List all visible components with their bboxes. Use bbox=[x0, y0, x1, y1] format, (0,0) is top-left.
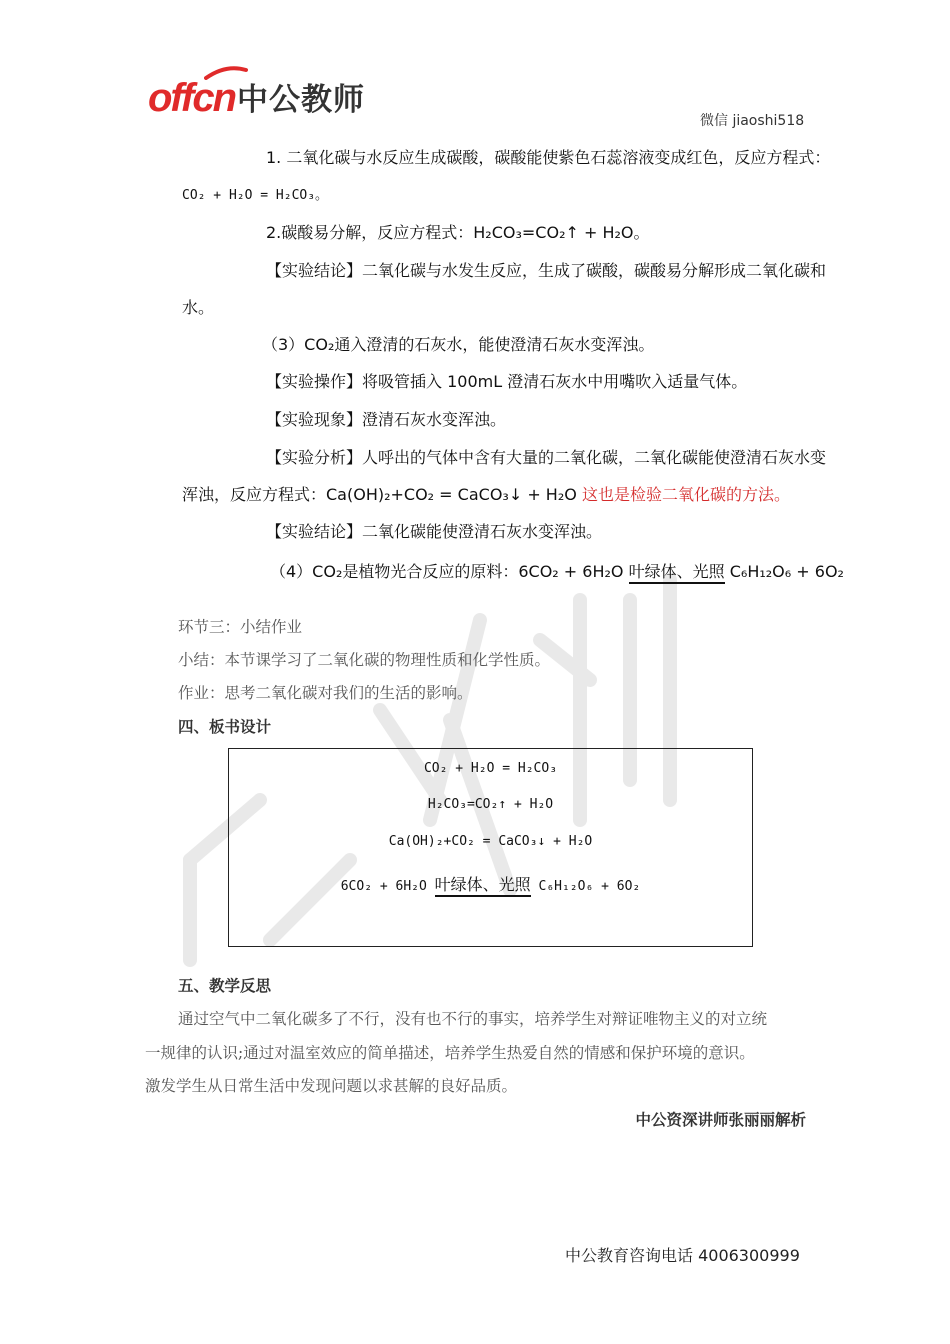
board-equation-3: Ca(OH)₂+CO₂ = CaCO₃↓ + H₂O bbox=[388, 834, 593, 849]
board-equation-1: CO₂ + H₂O = H₂CO₃ bbox=[423, 761, 558, 776]
scan-line-5: 水。 bbox=[182, 298, 215, 317]
board-equation-4 bbox=[229, 872, 752, 895]
scan-line-4: 【实验结论】二氧化碳与水发生反应，生成了碳酸，碳酸易分解形成二氧化碳和 bbox=[266, 261, 827, 280]
board-eq4-condition: 叶绿体、光照 bbox=[435, 875, 531, 897]
section3-summary: 小结：本节课学习了二氧化碳的物理性质和化学性质。 bbox=[178, 651, 551, 669]
logo-cn-text: 中公教师 bbox=[237, 82, 366, 118]
scan-line-6: （3）CO₂通入澄清的石灰水，能使澄清石灰水变浑浊。 bbox=[262, 335, 655, 354]
board-equation-2: H₂CO₃=CO₂↑ + H₂O bbox=[427, 797, 554, 812]
blackboard-design-box bbox=[228, 748, 753, 947]
logo-en-text: offcn bbox=[148, 76, 236, 120]
highlight-text: 这也是检验二氧化碳的方法。 bbox=[581, 485, 790, 504]
scan-line-11: 【实验结论】二氧化碳能使澄清石灰水变浑浊。 bbox=[266, 522, 603, 541]
logo-swoosh-icon bbox=[204, 66, 248, 80]
scan-line-8: 【实验现象】澄清石灰水变浑浊。 bbox=[266, 410, 507, 429]
scan-line-1: 1. 二氧化碳与水反应生成碳酸，碳酸能使紫色石蕊溶液变成红色，反应方程式： bbox=[266, 148, 831, 167]
board-eq4-left: 6CO₂ + 6H₂O bbox=[340, 879, 427, 894]
reaction-condition: 叶绿体、光照 bbox=[629, 562, 725, 584]
section5-paragraph-line-2: 一规律的认识;通过对温室效应的简单描述，培养学生热爱自然的情感和保护环境的意识。 bbox=[145, 1044, 755, 1062]
offcn-logo bbox=[148, 72, 365, 118]
scan-line-3: 2.碳酸易分解，反应方程式：H₂CO₃=CO₂↑ + H₂O。 bbox=[266, 223, 650, 242]
section5-title: 五、教学反思 bbox=[178, 976, 272, 995]
section4-title: 四、板书设计 bbox=[178, 717, 272, 736]
wechat-id: 微信 jiaoshi518 bbox=[700, 113, 805, 129]
section5-paragraph-line-3: 激发学生从日常生活中发现问题以求甚解的良好品质。 bbox=[145, 1077, 518, 1095]
section3-title: 环节三：小结作业 bbox=[178, 618, 303, 636]
section3-homework: 作业：思考二氧化碳对我们的生活的影响。 bbox=[178, 684, 473, 702]
scan-line-12 bbox=[270, 559, 844, 582]
footer-hotline: 中公教育咨询电话 4006300999 bbox=[565, 1246, 800, 1265]
photosynthesis-right: C₆H₁₂O₆ + 6O₂ bbox=[729, 562, 844, 581]
photosynthesis-left: （4）CO₂是植物光合反应的原料：6CO₂ + 6H₂O bbox=[270, 562, 624, 581]
board-eq4-right: C₆H₁₂O₆ + 6O₂ bbox=[538, 879, 641, 894]
author-credit: 中公资深讲师张丽丽解析 bbox=[635, 1111, 806, 1129]
section5-paragraph-line-1: 通过空气中二氧化碳多了不行，没有也不行的事实，培养学生对辩证唯物主义的对立统 bbox=[178, 1010, 768, 1028]
scan-line-2: CO₂ + H₂O = H₂CO₃。 bbox=[182, 188, 329, 203]
scan-line-9: 【实验分析】人呼出的气体中含有大量的二氧化碳，二氧化碳能使澄清石灰水变 bbox=[266, 448, 827, 467]
scan-line-10-text: 浑浊，反应方程式：Ca(OH)₂+CO₂ = CaCO₃↓ + H₂O bbox=[182, 485, 577, 504]
scan-line-10 bbox=[182, 482, 790, 505]
scan-line-7: 【实验操作】将吸管插入 100mL 澄清石灰水中用嘴吹入适量气体。 bbox=[266, 372, 748, 391]
